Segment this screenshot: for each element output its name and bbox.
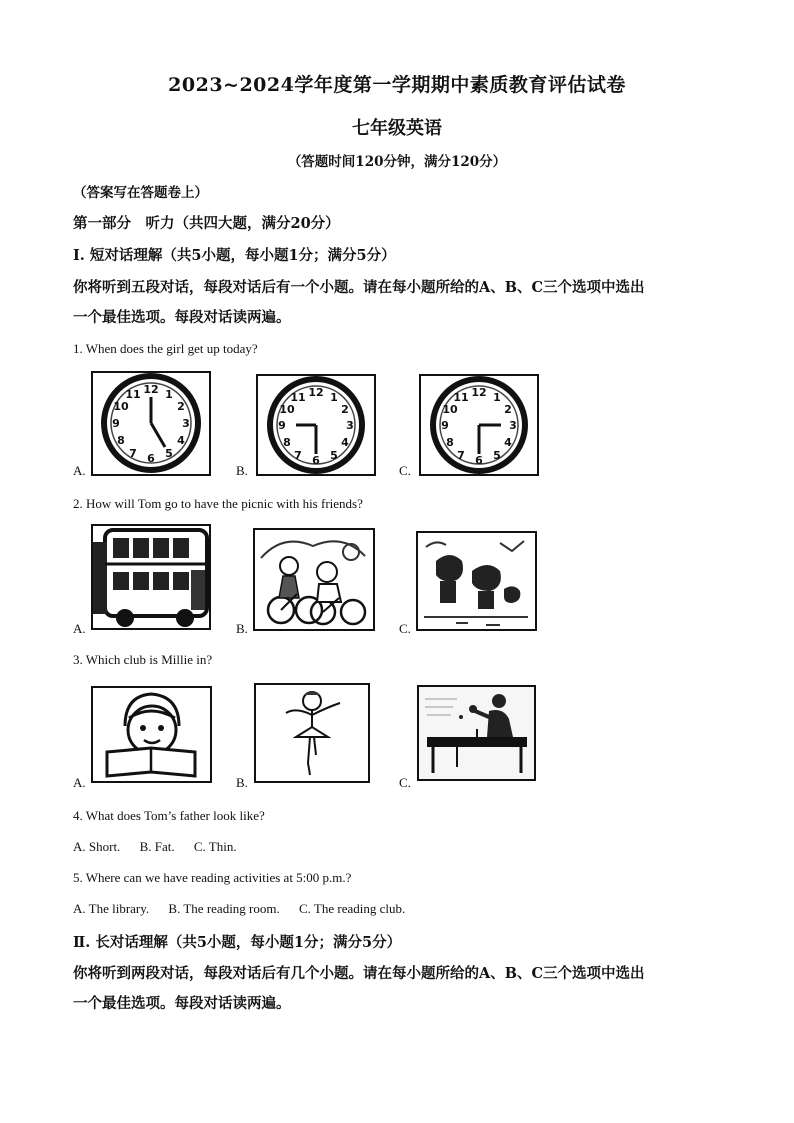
time-note: （答题时间120分钟，满分120分） <box>287 154 507 170</box>
section2-instruction-2: 一个最佳选项。每段对话读两遍。 <box>73 995 291 1012</box>
svg-text:5: 5 <box>330 449 338 462</box>
question-5: 5. Where can we have reading activities at 5:00 p.m.? <box>73 870 352 885</box>
answer-note: （答案写在答题卷上） <box>73 185 208 201</box>
svg-text:2: 2 <box>177 400 185 413</box>
svg-text:4: 4 <box>341 436 349 449</box>
ballet-icon <box>254 683 370 783</box>
svg-text:8: 8 <box>283 436 291 449</box>
clock-icon <box>419 374 539 476</box>
section1-instruction-2: 一个最佳选项。每段对话读两遍。 <box>73 309 291 326</box>
svg-text:11: 11 <box>125 388 141 401</box>
bus-icon <box>91 524 211 630</box>
section2-heading: Ⅱ. 长对话理解（共5小题，每小题1分；满分5分） <box>73 934 402 951</box>
svg-text:12: 12 <box>308 386 324 399</box>
svg-text:6: 6 <box>312 454 320 467</box>
option-letter: C. <box>399 621 411 636</box>
svg-text:1: 1 <box>330 391 338 404</box>
svg-text:7: 7 <box>129 447 137 460</box>
svg-text:9: 9 <box>278 419 286 432</box>
svg-text:6: 6 <box>147 452 155 465</box>
question-3: 3. Which club is Millie in? <box>73 652 213 667</box>
svg-text:9: 9 <box>441 419 449 432</box>
option-a: A. The library. <box>73 901 150 916</box>
walking-icon <box>416 531 537 631</box>
exam-title: 2023~2024学年度第一学期期中素质教育评估试卷 <box>168 74 626 96</box>
svg-text:9: 9 <box>112 417 120 430</box>
svg-text:10: 10 <box>442 403 458 416</box>
question-5-options <box>73 901 421 917</box>
svg-text:7: 7 <box>457 449 465 462</box>
section1-heading: Ⅰ. 短对话理解（共5小题，每小题1分；满分5分） <box>73 247 396 264</box>
option-c: C. The reading club. <box>299 901 406 916</box>
svg-text:12: 12 <box>143 383 159 396</box>
svg-text:11: 11 <box>453 391 469 404</box>
svg-text:5: 5 <box>165 447 173 460</box>
option-c: C. Thin. <box>193 839 237 854</box>
svg-text:4: 4 <box>177 434 185 447</box>
question-2: 2. How will Tom go to have the picnic with his friends? <box>73 496 363 511</box>
exam-subtitle: 七年级英语 <box>352 118 442 139</box>
svg-text:8: 8 <box>446 436 454 449</box>
svg-text:3: 3 <box>509 419 517 432</box>
clock-icon <box>91 371 211 476</box>
option-letter: A. <box>73 621 86 636</box>
svg-text:11: 11 <box>290 391 306 404</box>
svg-text:1: 1 <box>165 388 173 401</box>
option-a: A. Short. <box>73 839 121 854</box>
svg-text:3: 3 <box>182 417 190 430</box>
option-b: B. Fat. <box>139 839 175 854</box>
clock-icon <box>256 374 376 476</box>
svg-text:2: 2 <box>504 403 512 416</box>
svg-text:6: 6 <box>475 454 483 467</box>
svg-text:5: 5 <box>493 449 501 462</box>
option-letter: B. <box>236 621 248 636</box>
ping-pong-icon <box>417 685 536 781</box>
svg-text:7: 7 <box>294 449 302 462</box>
question-1: 1. When does the girl get up today? <box>73 341 258 356</box>
option-letter: B. <box>236 775 248 790</box>
option-letter: A. <box>73 463 86 478</box>
section1-instruction-1: 你将听到五段对话，每段对话后有一个小题。请在每小题所给的A、B、C三个选项中选出 <box>73 279 645 296</box>
svg-text:12: 12 <box>471 386 487 399</box>
question-4: 4. What does Tom’s father look like? <box>73 808 265 823</box>
question-4-options <box>73 839 253 855</box>
svg-text:8: 8 <box>117 434 125 447</box>
option-letter: C. <box>399 463 411 478</box>
svg-text:2: 2 <box>341 403 349 416</box>
svg-text:1: 1 <box>493 391 501 404</box>
option-letter: B. <box>236 463 248 478</box>
svg-text:3: 3 <box>346 419 354 432</box>
option-letter: A. <box>73 775 86 790</box>
svg-text:10: 10 <box>279 403 295 416</box>
part1-heading: 第一部分 听力（共四大题，满分20分） <box>73 215 340 232</box>
option-letter: C. <box>399 775 411 790</box>
svg-text:10: 10 <box>113 400 129 413</box>
svg-text:4: 4 <box>504 436 512 449</box>
option-b: B. The reading room. <box>168 901 280 916</box>
bicycle-icon <box>253 528 375 631</box>
reading-icon <box>91 686 212 783</box>
section2-instruction-1: 你将听到两段对话，每段对话后有几个小题。请在每小题所给的A、B、C三个选项中选出 <box>73 965 645 982</box>
